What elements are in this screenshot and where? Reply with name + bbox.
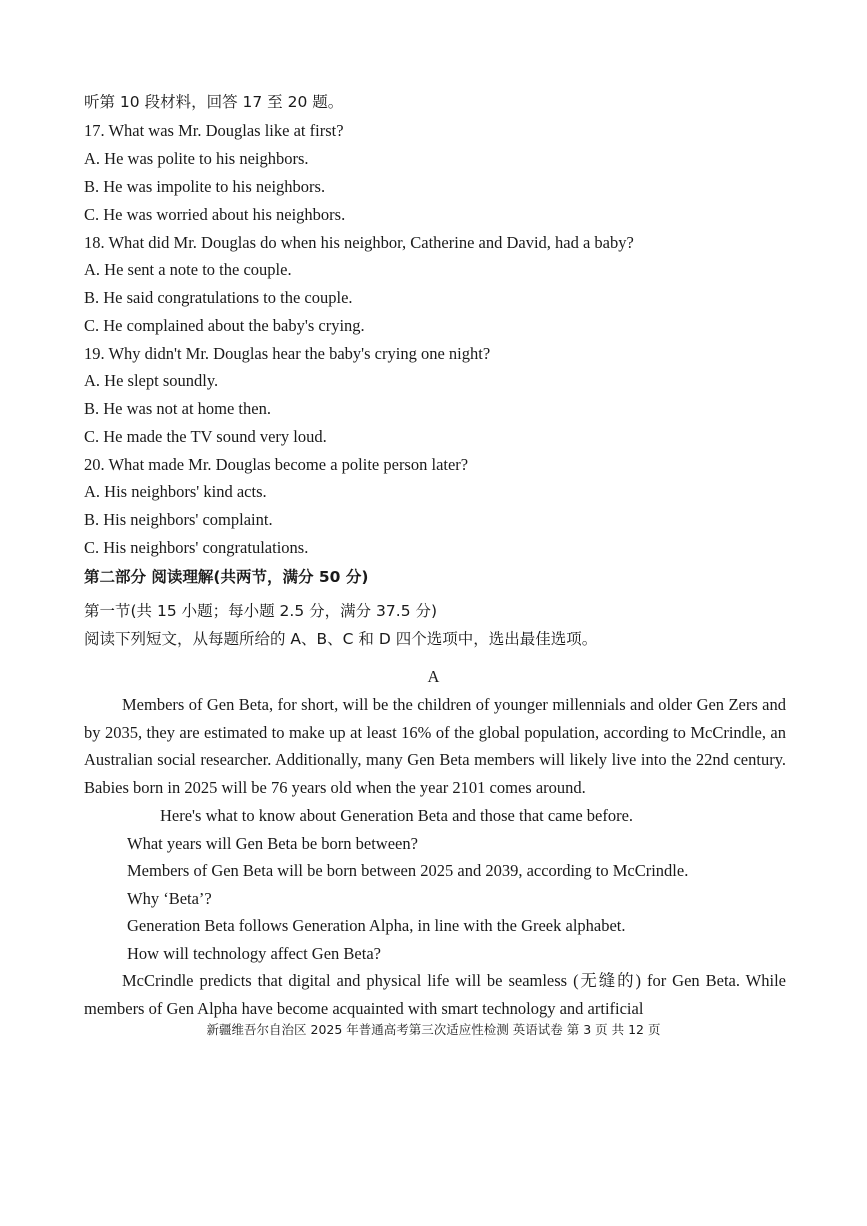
question-19-stem: 19. Why didn't Mr. Douglas hear the baby's crying one night? xyxy=(84,344,491,363)
question-19-option-c: C. He made the TV sound very loud. xyxy=(84,427,327,446)
section-one-title: 第一节(共 15 小题；每小题 2.5 分，满分 37.5 分) xyxy=(84,602,438,620)
passage-answer-2: Generation Beta follows Generation Alpha, in line with the Greek alphabet. xyxy=(127,916,626,935)
question-18-option-c: C. He complained about the baby's crying. xyxy=(84,316,365,335)
page-footer: 新疆维吾尔自治区 2025 年普通高考第三次适应性检测 英语试卷 第 3 页 共 12 页 xyxy=(206,1022,661,1037)
passage-answer-1: Members of Gen Beta will be born between 2025 and 2039, according to McCrindle. xyxy=(127,861,689,880)
question-18-option-a: A. He sent a note to the couple. xyxy=(84,260,292,279)
question-20-option-b: B. His neighbors' complaint. xyxy=(84,510,273,529)
listening-instruction: 听第 10 段材料，回答 17 至 20 题。 xyxy=(84,93,344,111)
passage-paragraph-1: Members of Gen Beta, for short, will be the children of younger millennials and older Gen Zers and by 2035, they are estimated to make up at least 16% of the global population, according to McCrindle, an Australian social researcher. Additionally, many Gen Beta members will likely live into the 22nd century. Babies born in 2025 will be 76 years old when the year 2101 comes around. xyxy=(84,695,786,797)
passage-label: A xyxy=(427,667,440,686)
passage-question-2: Why ‘Beta’? xyxy=(127,889,212,908)
question-17-option-c: C. He was worried about his neighbors. xyxy=(84,205,346,224)
question-18-option-b: B. He said congratulations to the couple. xyxy=(84,288,353,307)
question-20-option-c: C. His neighbors' congratulations. xyxy=(84,538,309,557)
question-20-stem: 20. What made Mr. Douglas become a polite person later? xyxy=(84,455,469,474)
part-two-title: 第二部分 阅读理解(共两节，满分 50 分) xyxy=(84,568,369,586)
question-18-stem: 18. What did Mr. Douglas do when his neighbor, Catherine and David, had a baby? xyxy=(84,233,634,252)
question-19-option-b: B. He was not at home then. xyxy=(84,399,271,418)
passage-paragraph-last: McCrindle predicts that digital and physical life will be seamless (无缝的) for Gen Beta. While members of Gen Alpha have become acquainted with smart technology and artificial xyxy=(84,971,786,1018)
question-19-option-a: A. He slept soundly. xyxy=(84,371,219,390)
question-17-option-a: A. He was polite to his neighbors. xyxy=(84,149,309,168)
question-17-stem: 17. What was Mr. Douglas like at first? xyxy=(84,121,344,140)
question-17-option-b: B. He was impolite to his neighbors. xyxy=(84,177,326,196)
passage-paragraph-2: Here's what to know about Generation Beta and those that came before. xyxy=(160,806,634,825)
passage-question-1: What years will Gen Beta be born between? xyxy=(127,834,418,853)
reading-instruction: 阅读下列短文，从每题所给的 A、B、C 和 D 四个选项中，选出最佳选项。 xyxy=(84,630,598,648)
passage-question-3: How will technology affect Gen Beta? xyxy=(127,944,381,963)
question-20-option-a: A. His neighbors' kind acts. xyxy=(84,482,267,501)
